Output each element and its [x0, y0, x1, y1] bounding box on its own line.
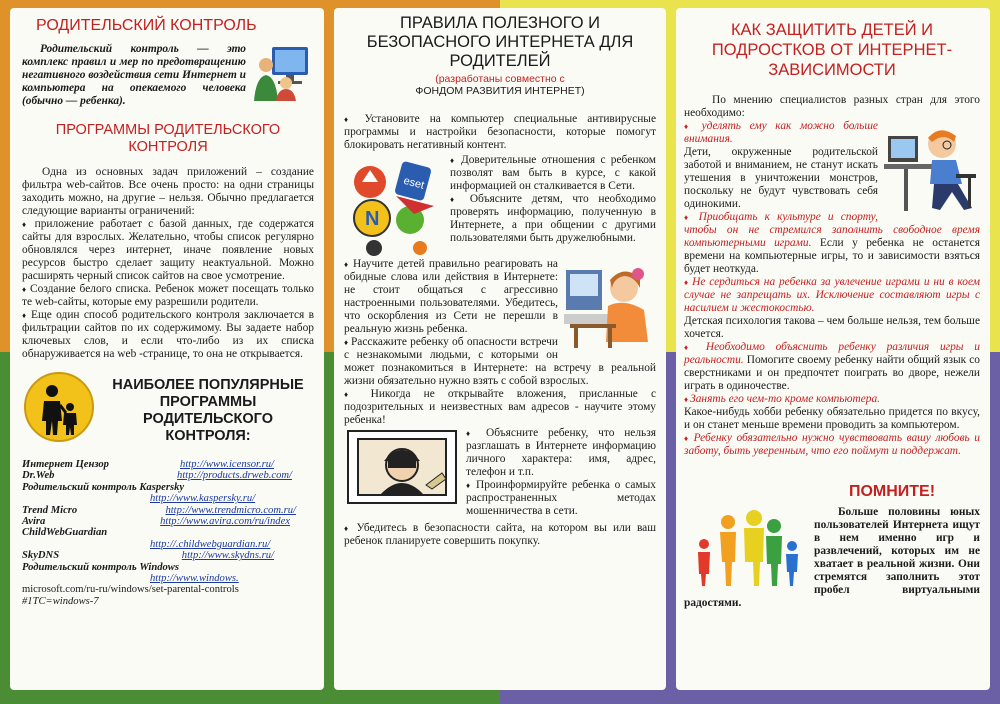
programs-p1: Одна из основных задач приложений – создание фильтра web-сайтов. Все очень просто: на одни страницы заходить можно, на другие – нельзя. Обычно предлагается следующие варианты ограничений: — [22, 166, 314, 217]
popular-title: НАИБОЛЕЕ ПОПУЛЯРНЫЕ ПРОГРАММЫ РОДИТЕЛЬСКОГО КОНТРОЛЯ: — [112, 377, 304, 444]
hacker-thief-icon — [344, 427, 460, 507]
col2-subtitle-2: ФОНДОМ РАЗВИТИЯ ИНТЕРНЕТ) — [415, 85, 585, 97]
column-internet-addiction — [676, 8, 990, 690]
programs-bullet-3: ♦ Еще один способ родительского контроля заключается в фильтрации сайтов по их содержимому. Вы задаете набор ключевых слов, и если что-либо из их списка обнаруживается на web -странице, то она не открывается. — [22, 309, 314, 361]
family-computer-icon — [252, 43, 314, 103]
tip-3: ♦ Не сердиться на ребенка за увлечение играми и ни в коем случае не запрещать их. Исключение составляют игры с насилием и жестокостью. — [684, 276, 980, 315]
link[interactable]: http://www.kaspersky.ru/ — [150, 493, 256, 505]
rule-7: ♦ Объясните ребенку, что нельзя разглашать в Интернете информацию личного характера: имя, адрес, телефон и т.п. — [344, 427, 656, 479]
programs-title: ПРОГРАММЫ РОДИТЕЛЬСКОГО КОНТРОЛЯ — [55, 122, 281, 155]
tip-1: ♦ уделять ему как можно больше внимания. — [684, 120, 980, 146]
link[interactable]: http://www.avira.com/ru/index — [160, 516, 290, 528]
link[interactable]: http://.childwebguardian.ru/ — [150, 538, 271, 550]
antivirus-logos-icon — [344, 156, 444, 256]
col3-intro: По мнению специалистов разных стран для этого необходимо: — [684, 94, 980, 119]
rainbow-family-icon — [684, 506, 808, 588]
link-row: Avira http://www.avira.com/ru/index — [22, 516, 290, 528]
rule-5: ♦ Расскажите ребенку об опасности встречи с незнакомыми людьми, с которыми он может познакомиться в Интернете: на встречу в реальной жизни обязательно нужно взять с собой взрослых. — [344, 336, 656, 388]
link[interactable]: http://www.skydns.ru/ — [181, 550, 274, 562]
column-parental-control — [10, 8, 324, 690]
tip-1-text: Дети, окруженные родительской заботой и вниманием, не станут искать утешения в уничтожении монстров, поскольку не будут чувствовать себя одинокими. — [684, 146, 878, 210]
rule-4: ♦ Научите детей правильно реагировать на обидные слова или действия в Интернете: не стоит общаться с агрессивно настроенными пользователями. Убедитесь, что оскорбления из Сети не перешли в реальную жизнь ребенка. — [344, 258, 656, 336]
girl-at-computer-icon — [564, 258, 656, 350]
link-row: Интернет Цензор http://www.icensor.ru/ — [22, 459, 274, 470]
tip-6: ♦ Ребенку обязательно нужно чувствовать вашу любовь и заботу, быть уверенным, что его поймут и поддержат. — [684, 432, 980, 458]
link[interactable]: http://products.drweb.com/ — [177, 470, 292, 482]
link-row — [22, 493, 314, 504]
tip-2: ♦ Приобщать к культуре и спорту, чтобы он не стремился заполнить свободное время компьютерными играми. Если у ребенка не останется времени на компьютерные игры, то и зависимости взяться будет неоткуда. — [684, 211, 980, 276]
link-name: Родительский контроль Windows — [22, 561, 179, 573]
tip-5: ♦ Занять его чем-то кроме компьютера. — [684, 393, 980, 406]
rule-2: ♦ Доверительные отношения с ребенком позволят вам быть в курсе, с какой информацией он сталкивается в Сети. — [344, 154, 656, 193]
column-safe-internet-rules — [334, 8, 666, 690]
rule-6: ♦ Никогда не открывайте вложения, присланные с подозрительных и неизвестных вам адресов - научите этому ребенка! — [344, 388, 656, 427]
remember-text: Больше половины юных пользователей Интернета ищут в нем именно игр и развлечений, которых им не хватает в реальной жизни. Они стремятся заполнить этот пробел виртуальными радостями. — [684, 506, 980, 609]
tip-5-text: Какое-нибудь хобби ребенку обязательно придется по вкусу, и он станет меньше времени проводить за компьютером. — [684, 406, 980, 431]
boy-at-computer-icon — [884, 122, 980, 214]
link-name: ChildWebGuardian — [22, 527, 108, 539]
link-row: Dr.Web http://products.drweb.com/ — [22, 470, 292, 482]
link[interactable]: http://www.windows. — [150, 573, 239, 585]
programs-bullet-2: ♦ Создание белого списка. Ребенок может посещать только те web-сайты, которые ему разрешили родители. — [22, 283, 314, 309]
rule-1: ♦ Установите на компьютер специальные антивирусные программы и настройки безопасности, которые помогут блокировать негативный контент. — [344, 113, 656, 152]
tip-3-text: Детская психология такова – чем больше нельзя, тем больше хочется. — [684, 315, 980, 340]
col2-subtitle-1: (разработаны совместно с — [435, 73, 565, 85]
col1-intro: Родительский контроль — это комплекс правил и мер по предотвращению негативного воздействия сети Интернет и компьютера на опекаемого человека (обычно — ребенка). — [22, 43, 246, 107]
svg-text:eset: eset — [402, 174, 426, 192]
col1-title: РОДИТЕЛЬСКИЙ КОНТРОЛЬ — [36, 17, 257, 34]
rule-8: ♦ Проинформируйте ребенка о самых распространенных методах мошенничества в сети. — [344, 479, 656, 518]
remember-title: ПОМНИТЕ! — [848, 483, 936, 500]
tip-4: ♦ Необходимо объяснить ребенку различия игры и реальности. Помогите своему ребенку найти общий язык со сверстниками и он предпочтет поиграть во дворе, нежели играть в одиночестве. — [684, 341, 980, 393]
programs-bullet-1: ♦ приложение работает с базой данных, где содержатся сайты для взрослых. Желательно, чтобы список регулярно обновлялся через интернет, иначе появление новых ресурсов быстро сделает защиту неактуальной. Можно расширять черный список сайтов на свое усмотрение. — [22, 218, 314, 283]
col2-title: ПРАВИЛА ПОЛЕЗНОГО И БЕЗОПАСНОГО ИНТЕРНЕТА ДЛЯ РОДИТЕЛЕЙ — [366, 14, 634, 70]
rule-3: ♦ Объясните детям, что необходимо проверять информацию, полученную в Интернете, а при общении с другими пользователями быть дружелюбными. — [344, 193, 656, 245]
parental-control-icon — [22, 371, 96, 443]
rule-9: ♦ Убедитесь в безопасности сайта, на котором вы или ваш ребенок планируете совершить покупку. — [344, 522, 656, 548]
col3-title: КАК ЗАЩИТИТЬ ДЕТЕЙ И ПОДРОСТКОВ ОТ ИНТЕРНЕТ-ЗАВИСИМОСТИ — [711, 21, 953, 79]
program-links — [22, 459, 314, 607]
link-cont[interactable]: #1TC=windows-7 — [22, 595, 99, 607]
link-row — [22, 573, 314, 584]
link[interactable]: http://www.trendmicro.com.ru/ — [165, 504, 296, 516]
link-row — [22, 539, 314, 550]
link-cont[interactable]: microsoft.com/ru-ru/windows/set-parental-controls — [22, 584, 239, 596]
link[interactable]: http://www.icensor.ru/ — [180, 459, 274, 470]
link-row: SkyDNS http://www.skydns.ru/ — [22, 550, 274, 562]
svg-text:N: N — [365, 208, 380, 230]
link-name: Родительский контроль Kaspersky — [22, 481, 185, 493]
link-row: Trend Micro http://www.trendmicro.com.ru/ — [22, 504, 296, 516]
